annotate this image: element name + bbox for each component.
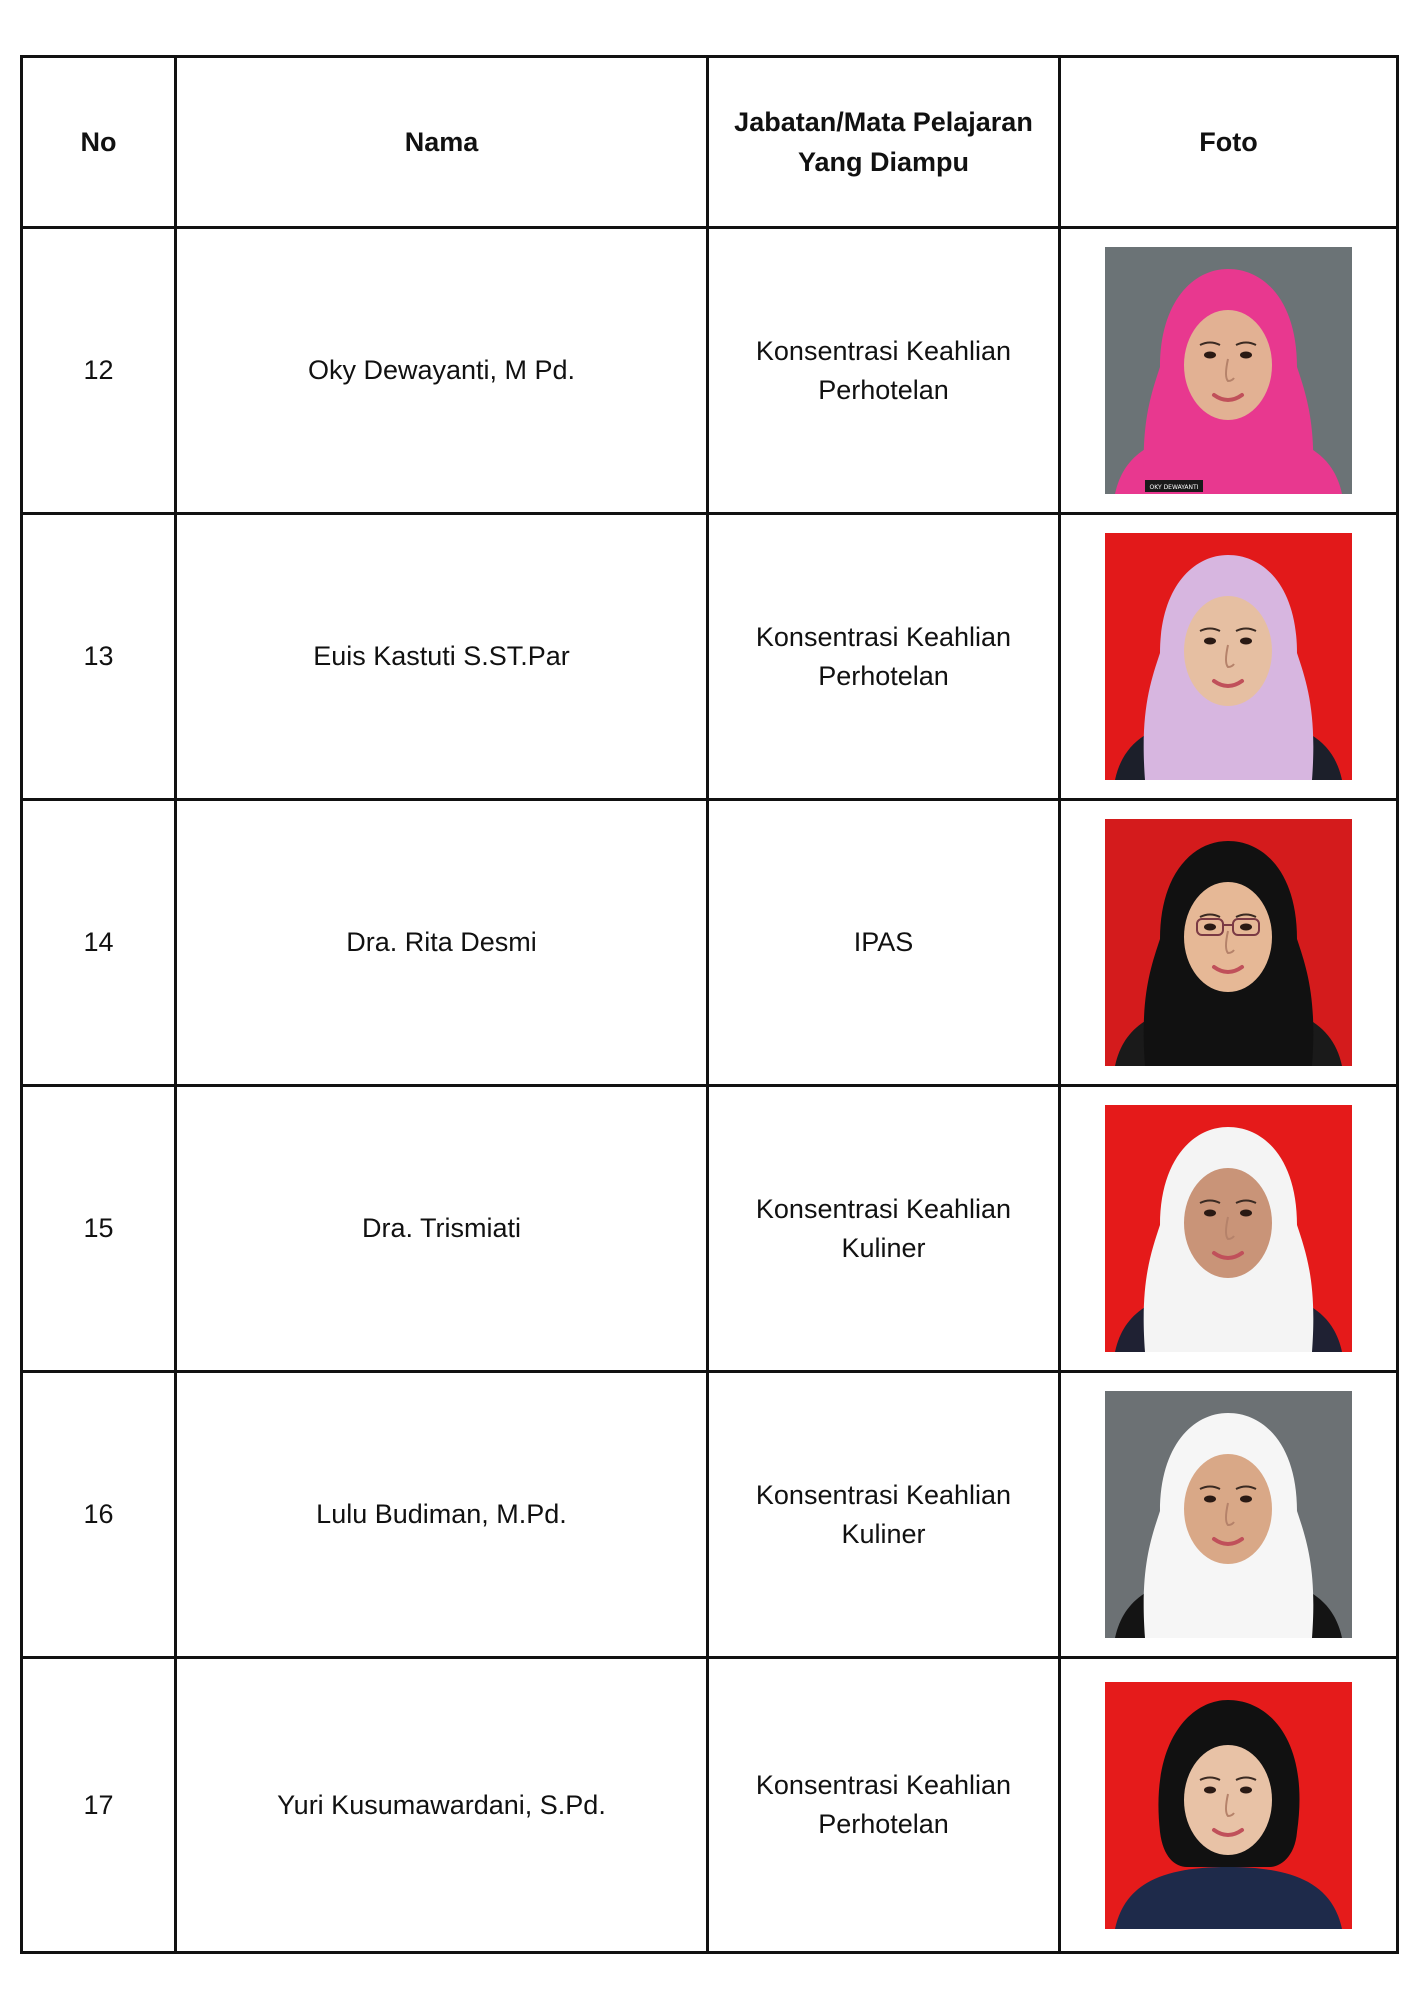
table-row	[22, 228, 1398, 514]
jabatan-label: IPAS	[853, 927, 914, 957]
portrait-image	[1105, 247, 1352, 494]
cell-foto	[1060, 514, 1398, 800]
portrait-photo	[1105, 1391, 1352, 1638]
header-nama: Nama	[176, 57, 708, 228]
cell-foto	[1060, 1086, 1398, 1372]
table-row	[22, 1372, 1398, 1658]
header-jabatan	[708, 57, 1060, 228]
portrait-photo	[1105, 819, 1352, 1066]
jabatan-label: Konsentrasi Keahlian Perhotelan	[755, 1770, 1012, 1839]
cell-jabatan	[708, 800, 1060, 1086]
cell-no: 13	[22, 514, 176, 800]
header-jabatan-label: Jabatan/Mata Pelajaran Yang Diampu	[734, 107, 1033, 177]
table-row	[22, 1658, 1398, 1953]
cell-nama: Oky Dewayanti, M Pd.	[176, 228, 708, 514]
portrait-image	[1105, 1105, 1352, 1352]
portrait-image	[1105, 819, 1352, 1066]
cell-nama: Dra. Rita Desmi	[176, 800, 708, 1086]
portrait-image	[1105, 1391, 1352, 1638]
cell-nama: Yuri Kusumawardani, S.Pd.	[176, 1658, 708, 1953]
jabatan-label: Konsentrasi Keahlian Perhotelan	[755, 621, 1012, 691]
portrait-image	[1105, 533, 1352, 780]
cell-jabatan	[708, 1658, 1060, 1953]
cell-jabatan	[708, 514, 1060, 800]
table-row	[22, 800, 1398, 1086]
jabatan-label: Konsentrasi Keahlian Kuliner	[755, 1193, 1012, 1263]
cell-no: 16	[22, 1372, 176, 1658]
cell-no: 12	[22, 228, 176, 514]
cell-foto	[1060, 228, 1398, 514]
cell-jabatan	[708, 1372, 1060, 1658]
cell-foto	[1060, 1658, 1398, 1953]
cell-nama: Euis Kastuti S.ST.Par	[176, 514, 708, 800]
portrait-image	[1105, 1682, 1352, 1929]
cell-no: 15	[22, 1086, 176, 1372]
cell-jabatan	[708, 1086, 1060, 1372]
cell-nama: Lulu Budiman, M.Pd.	[176, 1372, 708, 1658]
table-row	[22, 1086, 1398, 1372]
table-row	[22, 514, 1398, 800]
portrait-photo	[1105, 1105, 1352, 1352]
table-header-row	[22, 57, 1398, 228]
cell-foto	[1060, 800, 1398, 1086]
portrait-photo	[1105, 533, 1352, 780]
cell-no: 17	[22, 1658, 176, 1953]
cell-no: 14	[22, 800, 176, 1086]
jabatan-label: Konsentrasi Keahlian Kuliner	[755, 1479, 1012, 1549]
cell-jabatan	[708, 228, 1060, 514]
jabatan-label: Konsentrasi Keahlian Perhotelan	[755, 335, 1012, 405]
staff-table	[20, 55, 1399, 1954]
portrait-photo	[1105, 247, 1352, 494]
cell-foto	[1060, 1372, 1398, 1658]
portrait-photo	[1105, 1682, 1352, 1929]
name-tag-text: OKY DEWAYANTI	[1149, 484, 1199, 491]
header-no: No	[22, 57, 176, 228]
header-foto: Foto	[1060, 57, 1398, 228]
cell-nama: Dra. Trismiati	[176, 1086, 708, 1372]
